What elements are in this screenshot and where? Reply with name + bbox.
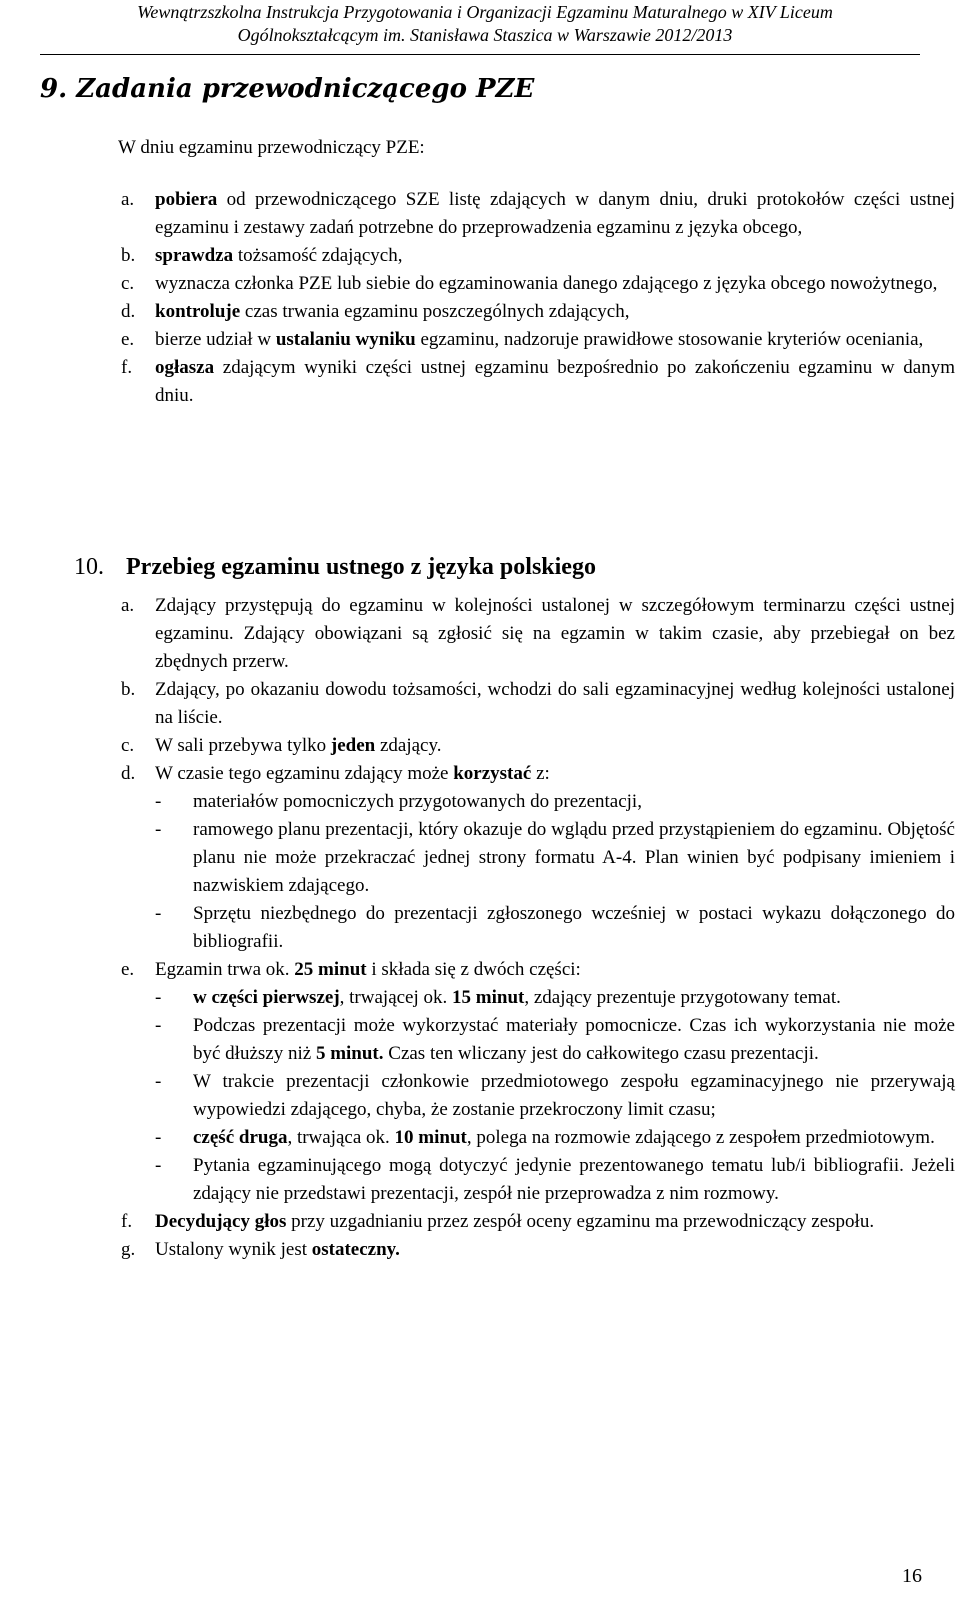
list-item bbox=[121, 1236, 955, 1264]
section-9-intro: W dniu egzaminu przewodniczący PZE: bbox=[118, 137, 425, 158]
sub-text: Pytania egzaminującego mogą dotyczyć jedynie prezentowanego tematu lub/i bibliografii. Jeżeli zdający nie przedstawi prezentacji, zespół nie przeprowadza z nim rozmowy. bbox=[193, 1155, 955, 1204]
item-text-pre: W sali przebywa tylko bbox=[155, 735, 331, 756]
sub-text: materiałów pomocniczych przygotowanych do prezentacji, bbox=[193, 791, 642, 812]
item-letter: f. bbox=[121, 1211, 133, 1232]
sub-item bbox=[155, 1124, 955, 1152]
sub-text: , zdający prezentuje przygotowany temat. bbox=[524, 987, 841, 1008]
sub-text: W trakcie prezentacji członkowie przedmiotowego zespołu egzaminacyjnego nie przerywają wypowiedzi zdającego, chyba, że zostanie przekroczony limit czasu; bbox=[193, 1071, 955, 1120]
item-text: czas trwania egzaminu poszczególnych zdających, bbox=[240, 301, 630, 322]
bold-term: ostateczny. bbox=[311, 1239, 400, 1260]
sub-item bbox=[155, 900, 955, 956]
sub-text: , trwająca ok. bbox=[287, 1127, 395, 1148]
section-9-list bbox=[121, 186, 955, 410]
item-text: z: bbox=[531, 763, 550, 784]
bold-term: korzystać bbox=[453, 763, 532, 784]
item-letter: e. bbox=[121, 329, 135, 350]
item-text: Zdający przystępują do egzaminu w kolejności ustalonej w szczegółowym terminarzu części ustnej egzaminu. Zdający obowiązani są zgłosić się na egzamin w takim czasie, aby przebiegał on bez zbędnych przerw. bbox=[155, 595, 955, 672]
bold-term: ogłasza bbox=[155, 357, 215, 378]
bold-term: sprawdza bbox=[155, 245, 234, 266]
list-item bbox=[121, 186, 955, 242]
item-letter: a. bbox=[121, 595, 135, 616]
sub-item bbox=[155, 788, 955, 816]
item-text-pre: Egzamin trwa ok. bbox=[155, 959, 295, 980]
item-text: przy uzgadnianiu przez zespół oceny egzaminu ma przewodniczący zespołu. bbox=[286, 1211, 875, 1232]
list-item bbox=[121, 956, 955, 1208]
bold-term: 25 minut bbox=[294, 959, 367, 980]
item-text: Zdający, po okazaniu dowodu tożsamości, wchodzi do sali egzaminacyjnej według kolejności ustalonej na liście. bbox=[155, 679, 955, 728]
dash-bullet: - bbox=[155, 819, 162, 840]
list-item bbox=[121, 298, 955, 326]
page-number: 16 bbox=[902, 1565, 922, 1587]
sub-item bbox=[155, 1012, 955, 1068]
bold-term: pobiera bbox=[155, 189, 218, 210]
item-text: wyznacza członka PZE lub siebie do egzaminowania danego zdającego z języka obcego nowożytnego, bbox=[155, 273, 938, 294]
list-item bbox=[121, 242, 955, 270]
sub-item bbox=[155, 1152, 955, 1208]
item-text: zdającym wyniki części ustnej egzaminu bezpośrednio po zakończeniu egzaminu w danym dniu. bbox=[155, 357, 955, 406]
section-10-number: 10. bbox=[74, 554, 104, 580]
list-item bbox=[121, 326, 955, 354]
item-letter: f. bbox=[121, 357, 133, 378]
sub-item bbox=[155, 816, 955, 900]
dash-bullet: - bbox=[155, 1071, 162, 1092]
header-line-2: Ogólnokształcącym im. Stanisława Staszica w Warszawie 2012/2013 bbox=[237, 25, 733, 45]
item-text: egzaminu, nadzoruje prawidłowe stosowanie kryteriów oceniania, bbox=[415, 329, 924, 350]
list-item bbox=[121, 592, 955, 676]
sub-item bbox=[155, 984, 955, 1012]
item-letter: d. bbox=[121, 763, 136, 784]
list-item bbox=[121, 270, 955, 298]
bold-term: w części pierwszej bbox=[193, 987, 340, 1008]
bold-term: ustalaniu wyniku bbox=[275, 329, 416, 350]
list-item bbox=[121, 760, 955, 956]
item-text: tożsamość zdających, bbox=[233, 245, 403, 266]
item-letter: e. bbox=[121, 959, 135, 980]
item-text-pre: W czasie tego egzaminu zdający może bbox=[155, 763, 454, 784]
sub-text: Podczas prezentacji może wykorzystać materiały pomocnicze. Czas ich wykorzystania nie może być dłuższy niż bbox=[193, 1015, 955, 1064]
bold-term: 10 minut bbox=[394, 1127, 467, 1148]
sub-text: ramowego planu prezentacji, który okazuje do wglądu przed przystąpieniem do egzaminu. Objętość planu nie może przekraczać jednej strony formatu A-4. Plan winien być podpisany imieniem i nazwiskiem zdającego. bbox=[193, 819, 955, 896]
item-letter: d. bbox=[121, 301, 136, 322]
section-9-heading: 9. Zadania przewodniczącego PZE bbox=[40, 74, 535, 104]
list-item bbox=[121, 676, 955, 732]
item-letter: b. bbox=[121, 245, 136, 266]
section-10-list bbox=[121, 592, 955, 1264]
item-letter: c. bbox=[121, 273, 135, 294]
item-text: zdający. bbox=[375, 735, 442, 756]
section-10-heading bbox=[74, 552, 596, 582]
bold-term: kontroluje bbox=[155, 301, 241, 322]
item-letter: g. bbox=[121, 1239, 136, 1260]
item-letter: a. bbox=[121, 189, 135, 210]
dash-bullet: - bbox=[155, 987, 162, 1008]
dash-bullet: - bbox=[155, 1155, 162, 1176]
list-item bbox=[121, 732, 955, 760]
sub-text: Sprzętu niezbędnego do prezentacji zgłoszonego wcześniej w postaci wykazu dołączonego do bibliografii. bbox=[193, 903, 955, 952]
header-line-1: Wewnątrzszkolna Instrukcja Przygotowania i Organizacji Egzaminu Maturalnego w XIV Liceum bbox=[137, 2, 833, 22]
bold-term: Decydujący głos bbox=[155, 1211, 287, 1232]
item-text-pre: bierze udział w bbox=[155, 329, 276, 350]
dash-bullet: - bbox=[155, 903, 162, 924]
item-text: od przewodniczącego SZE listę zdających w danym dniu, druki protokołów części ustnej egzaminu i zestawy zadań potrzebne do przeprowadzenia egzaminu z języka obcego, bbox=[155, 189, 955, 238]
list-item bbox=[121, 1208, 955, 1236]
bold-term: część druga bbox=[193, 1127, 288, 1148]
bold-term: jeden bbox=[330, 735, 376, 756]
sub-item bbox=[155, 1068, 955, 1124]
list-item bbox=[121, 354, 955, 410]
item-text: i składa się z dwóch części: bbox=[366, 959, 581, 980]
bold-term: 15 minut bbox=[452, 987, 525, 1008]
sub-text: Czas ten wliczany jest do całkowitego czasu prezentacji. bbox=[383, 1043, 819, 1064]
item-letter: c. bbox=[121, 735, 135, 756]
header-rule bbox=[40, 54, 920, 55]
section-10-title: Przebieg egzaminu ustnego z języka polskiego bbox=[126, 554, 596, 580]
dash-bullet: - bbox=[155, 1127, 162, 1148]
item-letter: b. bbox=[121, 679, 136, 700]
running-header bbox=[74, 1, 896, 47]
dash-bullet: - bbox=[155, 1015, 162, 1036]
bold-term: 5 minut. bbox=[315, 1043, 384, 1064]
dash-bullet: - bbox=[155, 791, 162, 812]
sub-text: , polega na rozmowie zdającego z zespołem przedmiotowym. bbox=[466, 1127, 935, 1148]
item-text-pre: Ustalony wynik jest bbox=[155, 1239, 312, 1260]
sub-text: , trwającej ok. bbox=[339, 987, 453, 1008]
